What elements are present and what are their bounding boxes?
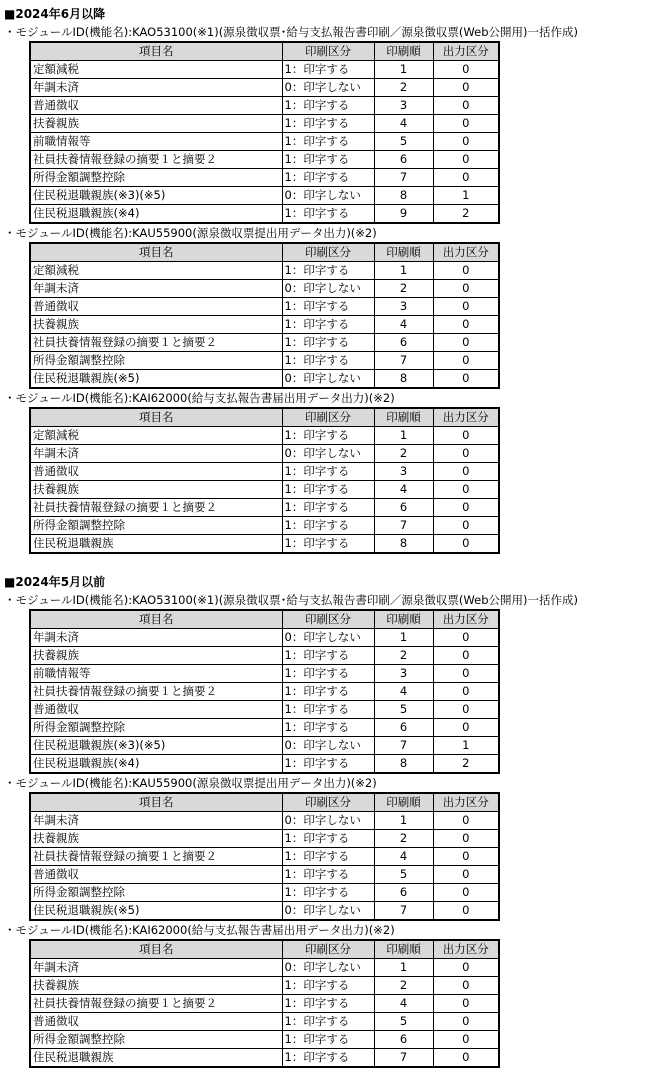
- cell-print-order: 5: [374, 701, 433, 719]
- table-row: [30, 866, 499, 884]
- section-spacer: [4, 561, 655, 571]
- cell-output-type: 1: [433, 187, 499, 205]
- table-row: [30, 629, 499, 647]
- cell-print-type: 1：印字する: [282, 97, 374, 115]
- cell-print-order: 1: [374, 812, 433, 830]
- cell-item-name: 住民税退職親族(※3)(※5): [30, 737, 282, 755]
- cell-output-type: 0: [433, 427, 499, 445]
- cell-item-name: 扶養親族: [30, 115, 282, 133]
- cell-print-order: 1: [374, 262, 433, 280]
- cell-print-order: 8: [374, 370, 433, 389]
- header-output-type: 出力区分: [433, 42, 499, 61]
- cell-output-type: 0: [433, 517, 499, 535]
- cell-print-type: 1：印字する: [282, 499, 374, 517]
- cell-output-type: 0: [433, 463, 499, 481]
- cell-output-type: 0: [433, 683, 499, 701]
- cell-item-name: 住民税退職親族(※4): [30, 205, 282, 224]
- cell-output-type: 0: [433, 535, 499, 554]
- cell-print-order: 7: [374, 737, 433, 755]
- cell-print-order: 4: [374, 481, 433, 499]
- cell-print-order: 6: [374, 334, 433, 352]
- cell-output-type: 0: [433, 701, 499, 719]
- header-output-type: 出力区分: [433, 940, 499, 959]
- table-row: [30, 280, 499, 298]
- cell-output-type: 0: [433, 812, 499, 830]
- module-title: ・モジュールID(機能名):KAO53100(※1)(源泉徴収票･給与支払報告書印刷／源泉徴収票(Web公開用)一括作成): [4, 25, 578, 39]
- cell-item-name: 扶養親族: [30, 647, 282, 665]
- table-row: [30, 755, 499, 774]
- cell-print-type: 0：印字しない: [282, 370, 374, 389]
- header-item-name: 項目名: [30, 408, 282, 427]
- cell-item-name: 普通徴収: [30, 866, 282, 884]
- table-row: [30, 737, 499, 755]
- cell-print-order: 9: [374, 205, 433, 224]
- cell-output-type: 0: [433, 97, 499, 115]
- cell-item-name: 所得金額調整控除: [30, 884, 282, 902]
- table-row: [30, 187, 499, 205]
- cell-print-order: 7: [374, 169, 433, 187]
- cell-item-name: 住民税退職親族(※5): [30, 370, 282, 389]
- cell-print-order: 2: [374, 280, 433, 298]
- cell-output-type: 0: [433, 977, 499, 995]
- table-row: [30, 427, 499, 445]
- cell-item-name: 普通徴収: [30, 1013, 282, 1031]
- header-print-order: 印刷順: [374, 42, 433, 61]
- header-output-type: 出力区分: [433, 408, 499, 427]
- cell-item-name: 所得金額調整控除: [30, 169, 282, 187]
- cell-print-type: 0：印字しない: [282, 959, 374, 977]
- cell-item-name: 年調未済: [30, 629, 282, 647]
- cell-output-type: 0: [433, 115, 499, 133]
- cell-output-type: 0: [433, 866, 499, 884]
- cell-output-type: 0: [433, 665, 499, 683]
- cell-print-type: 1：印字する: [282, 316, 374, 334]
- cell-print-order: 7: [374, 517, 433, 535]
- cell-item-name: 年調未済: [30, 445, 282, 463]
- header-output-type: 出力区分: [433, 793, 499, 812]
- header-item-name: 項目名: [30, 793, 282, 812]
- header-print-order: 印刷順: [374, 243, 433, 262]
- cell-output-type: 0: [433, 280, 499, 298]
- cell-output-type: 0: [433, 352, 499, 370]
- cell-item-name: 定額減税: [30, 262, 282, 280]
- cell-print-type: 0：印字しない: [282, 187, 374, 205]
- cell-print-type: 1：印字する: [282, 352, 374, 370]
- cell-print-type: 1：印字する: [282, 115, 374, 133]
- cell-print-type: 1：印字する: [282, 701, 374, 719]
- cell-output-type: 0: [433, 370, 499, 389]
- cell-output-type: 0: [433, 151, 499, 169]
- module-title: ・モジュールID(機能名):KAO53100(※1)(源泉徴収票･給与支払報告書印刷／源泉徴収票(Web公開用)一括作成): [4, 593, 578, 607]
- table-header-row: [30, 243, 499, 262]
- table-row: [30, 463, 499, 481]
- settings-table: [29, 792, 500, 921]
- cell-output-type: 0: [433, 316, 499, 334]
- cell-item-name: 社員扶養情報登録の摘要１と摘要２: [30, 151, 282, 169]
- cell-output-type: 0: [433, 499, 499, 517]
- cell-item-name: 定額減税: [30, 427, 282, 445]
- cell-output-type: 2: [433, 755, 499, 774]
- cell-print-type: 1：印字する: [282, 719, 374, 737]
- header-print-order: 印刷順: [374, 610, 433, 629]
- cell-item-name: 前職情報等: [30, 133, 282, 151]
- cell-print-type: 0：印字しない: [282, 280, 374, 298]
- cell-print-type: 1：印字する: [282, 133, 374, 151]
- cell-print-order: 2: [374, 977, 433, 995]
- cell-item-name: 社員扶養情報登録の摘要１と摘要２: [30, 995, 282, 1013]
- period-section: [4, 5, 655, 554]
- cell-print-type: 1：印字する: [282, 830, 374, 848]
- cell-print-order: 8: [374, 755, 433, 774]
- period-section: [4, 573, 655, 1068]
- cell-print-order: 6: [374, 1031, 433, 1049]
- module-title: ・モジュールID(機能名):KAU55900(源泉徴収票提出用データ出力)(※2): [4, 226, 377, 240]
- cell-print-type: 1：印字する: [282, 481, 374, 499]
- cell-item-name: 住民税退職親族(※3)(※5): [30, 187, 282, 205]
- cell-print-type: 1：印字する: [282, 647, 374, 665]
- cell-output-type: 0: [433, 79, 499, 97]
- cell-print-type: 1：印字する: [282, 665, 374, 683]
- header-print-type: 印刷区分: [282, 42, 374, 61]
- table-row: [30, 499, 499, 517]
- cell-item-name: 社員扶養情報登録の摘要１と摘要２: [30, 334, 282, 352]
- table-header-row: [30, 940, 499, 959]
- cell-print-type: 0：印字しない: [282, 445, 374, 463]
- table-row: [30, 205, 499, 224]
- cell-print-order: 1: [374, 629, 433, 647]
- cell-output-type: 0: [433, 1031, 499, 1049]
- header-print-order: 印刷順: [374, 940, 433, 959]
- cell-item-name: 扶養親族: [30, 830, 282, 848]
- module-title: ・モジュールID(機能名):KAI62000(給与支払報告書届出用データ出力)(※2): [4, 923, 395, 937]
- cell-print-type: 1：印字する: [282, 205, 374, 224]
- table-header-row: [30, 408, 499, 427]
- cell-item-name: 普通徴収: [30, 701, 282, 719]
- cell-item-name: 年調未済: [30, 280, 282, 298]
- table-row: [30, 352, 499, 370]
- cell-output-type: 0: [433, 445, 499, 463]
- cell-item-name: 扶養親族: [30, 481, 282, 499]
- cell-print-order: 8: [374, 187, 433, 205]
- cell-print-type: 1：印字する: [282, 262, 374, 280]
- cell-print-type: 1：印字する: [282, 977, 374, 995]
- cell-print-type: 0：印字しない: [282, 79, 374, 97]
- header-print-type: 印刷区分: [282, 408, 374, 427]
- cell-print-type: 1：印字する: [282, 995, 374, 1013]
- cell-item-name: 所得金額調整控除: [30, 719, 282, 737]
- cell-print-order: 7: [374, 352, 433, 370]
- cell-print-type: 1：印字する: [282, 848, 374, 866]
- table-row: [30, 151, 499, 169]
- cell-item-name: 年調未済: [30, 79, 282, 97]
- header-output-type: 出力区分: [433, 243, 499, 262]
- cell-print-type: 0：印字しない: [282, 737, 374, 755]
- settings-table: [29, 939, 500, 1068]
- cell-output-type: 0: [433, 830, 499, 848]
- cell-print-type: 1：印字する: [282, 535, 374, 554]
- table-row: [30, 1031, 499, 1049]
- header-item-name: 項目名: [30, 243, 282, 262]
- table-row: [30, 647, 499, 665]
- cell-output-type: 0: [433, 647, 499, 665]
- table-row: [30, 884, 499, 902]
- cell-item-name: 住民税退職親族(※4): [30, 755, 282, 774]
- table-row: [30, 115, 499, 133]
- header-output-type: 出力区分: [433, 610, 499, 629]
- cell-print-order: 6: [374, 719, 433, 737]
- cell-item-name: 前職情報等: [30, 665, 282, 683]
- module-title: ・モジュールID(機能名):KAI62000(給与支払報告書届出用データ出力)(※2): [4, 391, 395, 405]
- cell-item-name: 年調未済: [30, 959, 282, 977]
- cell-output-type: 1: [433, 737, 499, 755]
- cell-print-order: 3: [374, 97, 433, 115]
- cell-print-order: 2: [374, 79, 433, 97]
- cell-print-type: 1：印字する: [282, 755, 374, 774]
- cell-print-order: 2: [374, 445, 433, 463]
- cell-print-order: 3: [374, 298, 433, 316]
- cell-item-name: 所得金額調整控除: [30, 352, 282, 370]
- cell-output-type: 0: [433, 298, 499, 316]
- table-header-row: [30, 42, 499, 61]
- cell-item-name: 社員扶養情報登録の摘要１と摘要２: [30, 499, 282, 517]
- cell-print-type: 1：印字する: [282, 884, 374, 902]
- cell-item-name: 普通徴収: [30, 298, 282, 316]
- table-row: [30, 1049, 499, 1068]
- cell-output-type: 0: [433, 629, 499, 647]
- table-row: [30, 169, 499, 187]
- cell-print-order: 5: [374, 866, 433, 884]
- cell-print-type: 0：印字しない: [282, 902, 374, 921]
- header-item-name: 項目名: [30, 940, 282, 959]
- cell-print-order: 3: [374, 463, 433, 481]
- table-row: [30, 517, 499, 535]
- table-row: [30, 298, 499, 316]
- cell-print-order: 4: [374, 995, 433, 1013]
- table-row: [30, 316, 499, 334]
- cell-print-order: 4: [374, 316, 433, 334]
- table-row: [30, 719, 499, 737]
- cell-item-name: 扶養親族: [30, 977, 282, 995]
- cell-output-type: 0: [433, 133, 499, 151]
- cell-print-type: 1：印字する: [282, 683, 374, 701]
- cell-print-order: 5: [374, 1013, 433, 1031]
- module-title: ・モジュールID(機能名):KAU55900(源泉徴収票提出用データ出力)(※2): [4, 776, 377, 790]
- cell-item-name: 住民税退職親族(※5): [30, 902, 282, 921]
- table-row: [30, 535, 499, 554]
- cell-item-name: 社員扶養情報登録の摘要１と摘要２: [30, 683, 282, 701]
- cell-print-order: 4: [374, 848, 433, 866]
- header-print-order: 印刷順: [374, 793, 433, 812]
- cell-print-order: 1: [374, 427, 433, 445]
- cell-print-type: 1：印字する: [282, 1049, 374, 1068]
- cell-print-order: 7: [374, 902, 433, 921]
- cell-output-type: 2: [433, 205, 499, 224]
- table-row: [30, 79, 499, 97]
- table-row: [30, 97, 499, 115]
- cell-print-type: 1：印字する: [282, 517, 374, 535]
- table-row: [30, 812, 499, 830]
- cell-item-name: 住民税退職親族: [30, 1049, 282, 1068]
- cell-print-type: 1：印字する: [282, 334, 374, 352]
- cell-item-name: 所得金額調整控除: [30, 1031, 282, 1049]
- cell-print-type: 1：印字する: [282, 61, 374, 79]
- section-title: ■2024年5月以前: [4, 575, 106, 589]
- cell-print-order: 1: [374, 61, 433, 79]
- cell-print-type: 0：印字しない: [282, 812, 374, 830]
- cell-output-type: 0: [433, 169, 499, 187]
- header-item-name: 項目名: [30, 610, 282, 629]
- cell-print-type: 1：印字する: [282, 866, 374, 884]
- table-row: [30, 701, 499, 719]
- cell-print-order: 6: [374, 151, 433, 169]
- table-row: [30, 481, 499, 499]
- cell-item-name: 年調未済: [30, 812, 282, 830]
- table-row: [30, 830, 499, 848]
- table-header-row: [30, 793, 499, 812]
- cell-print-type: 1：印字する: [282, 427, 374, 445]
- header-print-type: 印刷区分: [282, 610, 374, 629]
- cell-print-type: 1：印字する: [282, 1013, 374, 1031]
- cell-item-name: 普通徴収: [30, 463, 282, 481]
- table-row: [30, 959, 499, 977]
- cell-output-type: 0: [433, 884, 499, 902]
- cell-output-type: 0: [433, 902, 499, 921]
- cell-output-type: 0: [433, 995, 499, 1013]
- cell-item-name: 所得金額調整控除: [30, 517, 282, 535]
- settings-table: [29, 609, 500, 774]
- table-row: [30, 262, 499, 280]
- cell-print-order: 6: [374, 499, 433, 517]
- table-row: [30, 665, 499, 683]
- table-row: [30, 445, 499, 463]
- settings-table: [29, 41, 500, 224]
- header-print-type: 印刷区分: [282, 940, 374, 959]
- cell-print-order: 4: [374, 115, 433, 133]
- cell-item-name: 扶養親族: [30, 316, 282, 334]
- cell-print-order: 2: [374, 830, 433, 848]
- header-print-order: 印刷順: [374, 408, 433, 427]
- table-row: [30, 977, 499, 995]
- table-row: [30, 683, 499, 701]
- cell-print-order: 4: [374, 683, 433, 701]
- cell-print-order: 6: [374, 884, 433, 902]
- settings-table: [29, 242, 500, 389]
- cell-print-type: 1：印字する: [282, 169, 374, 187]
- cell-output-type: 0: [433, 848, 499, 866]
- cell-print-order: 7: [374, 1049, 433, 1068]
- header-item-name: 項目名: [30, 42, 282, 61]
- cell-print-order: 3: [374, 665, 433, 683]
- cell-output-type: 0: [433, 262, 499, 280]
- cell-item-name: 定額減税: [30, 61, 282, 79]
- cell-item-name: 住民税退職親族: [30, 535, 282, 554]
- cell-item-name: 普通徴収: [30, 97, 282, 115]
- header-print-type: 印刷区分: [282, 243, 374, 262]
- cell-print-order: 5: [374, 133, 433, 151]
- cell-print-type: 1：印字する: [282, 463, 374, 481]
- table-row: [30, 902, 499, 921]
- cell-print-order: 1: [374, 959, 433, 977]
- cell-item-name: 社員扶養情報登録の摘要１と摘要２: [30, 848, 282, 866]
- cell-output-type: 0: [433, 1013, 499, 1031]
- cell-output-type: 0: [433, 334, 499, 352]
- cell-print-type: 1：印字する: [282, 151, 374, 169]
- table-row: [30, 995, 499, 1013]
- table-row: [30, 370, 499, 389]
- table-row: [30, 1013, 499, 1031]
- cell-print-type: 1：印字する: [282, 298, 374, 316]
- cell-output-type: 0: [433, 959, 499, 977]
- cell-print-order: 8: [374, 535, 433, 554]
- cell-output-type: 0: [433, 481, 499, 499]
- cell-print-order: 2: [374, 647, 433, 665]
- cell-output-type: 0: [433, 61, 499, 79]
- table-row: [30, 133, 499, 151]
- cell-print-type: 1：印字する: [282, 1031, 374, 1049]
- section-title: ■2024年6月以降: [4, 7, 106, 21]
- table-row: [30, 848, 499, 866]
- header-print-type: 印刷区分: [282, 793, 374, 812]
- table-row: [30, 334, 499, 352]
- cell-output-type: 0: [433, 1049, 499, 1068]
- table-header-row: [30, 610, 499, 629]
- table-row: [30, 61, 499, 79]
- cell-output-type: 0: [433, 719, 499, 737]
- cell-print-type: 0：印字しない: [282, 629, 374, 647]
- settings-table: [29, 407, 500, 554]
